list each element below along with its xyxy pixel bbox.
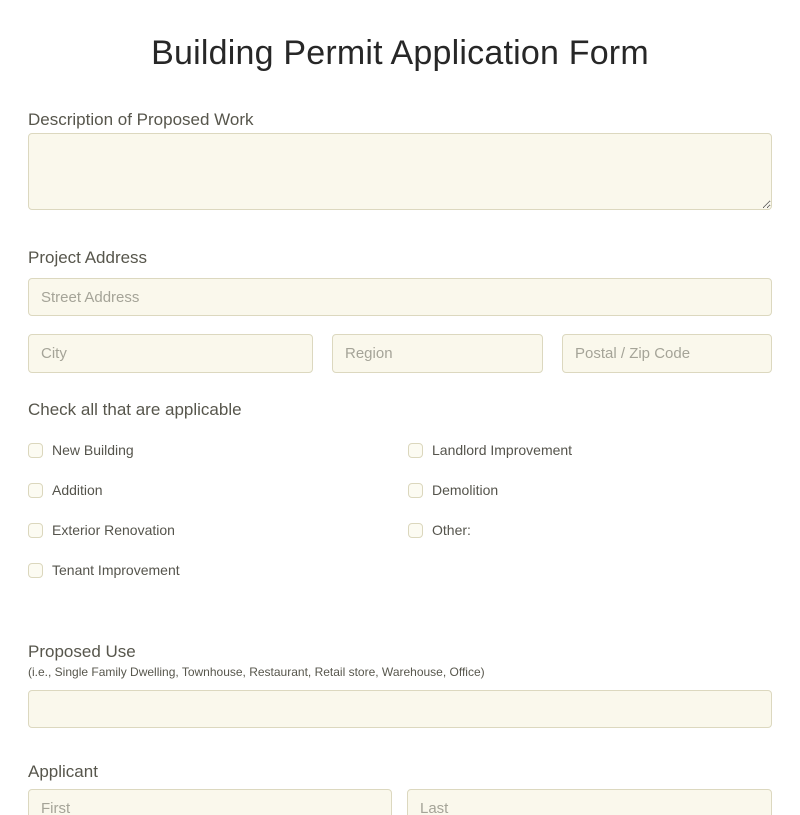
checkbox-option-exterior-renovation[interactable] [28,522,408,538]
checkbox-option-label[interactable]: New Building [52,442,134,458]
checkbox-option-tenant-improvement[interactable] [28,562,408,578]
checkbox-icon[interactable] [408,443,423,458]
description-label: Description of Proposed Work [28,110,254,129]
city-region-postal-row [28,334,772,373]
checkbox-option-other[interactable] [408,522,772,538]
checkbox-icon[interactable] [28,483,43,498]
project-address-label: Project Address [28,248,148,267]
checkbox-option-demolition[interactable] [408,482,772,498]
proposed-use-sublabel: (i.e., Single Family Dwelling, Townhouse, Restaurant, Retail store, Warehouse, Office) [28,665,485,679]
checkbox-option-new-building[interactable] [28,442,408,458]
applicant-label: Applicant [28,762,98,781]
checklist-label: Check all that are applicable [28,400,242,419]
checkbox-option-label[interactable]: Demolition [432,482,499,498]
checkbox-option-landlord-improvement[interactable] [408,442,772,458]
city-input[interactable] [28,334,313,373]
checkbox-icon[interactable] [28,563,43,578]
building-permit-form [0,33,800,815]
checkbox-option-label[interactable]: Addition [52,482,103,498]
checkbox-option-label[interactable]: Tenant Improvement [52,562,180,578]
region-input[interactable] [332,334,543,373]
street-address-input[interactable] [28,278,772,316]
checkbox-icon[interactable] [28,523,43,538]
description-textarea[interactable] [28,133,772,210]
checkbox-option-addition[interactable] [28,482,408,498]
proposed-use-input[interactable] [28,690,772,728]
checkbox-grid [28,442,772,602]
checkbox-icon[interactable] [408,483,423,498]
proposed-use-label: Proposed Use [28,642,136,661]
applicant-name-row [28,789,772,815]
applicant-first-name-input[interactable] [28,789,392,815]
checkbox-option-label[interactable]: Other: [432,522,471,538]
checkbox-icon[interactable] [28,443,43,458]
checkbox-column-right [408,442,772,602]
page-title: Building Permit Application Form [151,34,649,72]
checkbox-option-label[interactable]: Exterior Renovation [52,522,175,538]
checkbox-column-left [28,442,408,602]
postal-zip-input[interactable] [562,334,772,373]
checkbox-icon[interactable] [408,523,423,538]
checkbox-option-label[interactable]: Landlord Improvement [432,442,573,458]
applicant-last-name-input[interactable] [407,789,772,815]
